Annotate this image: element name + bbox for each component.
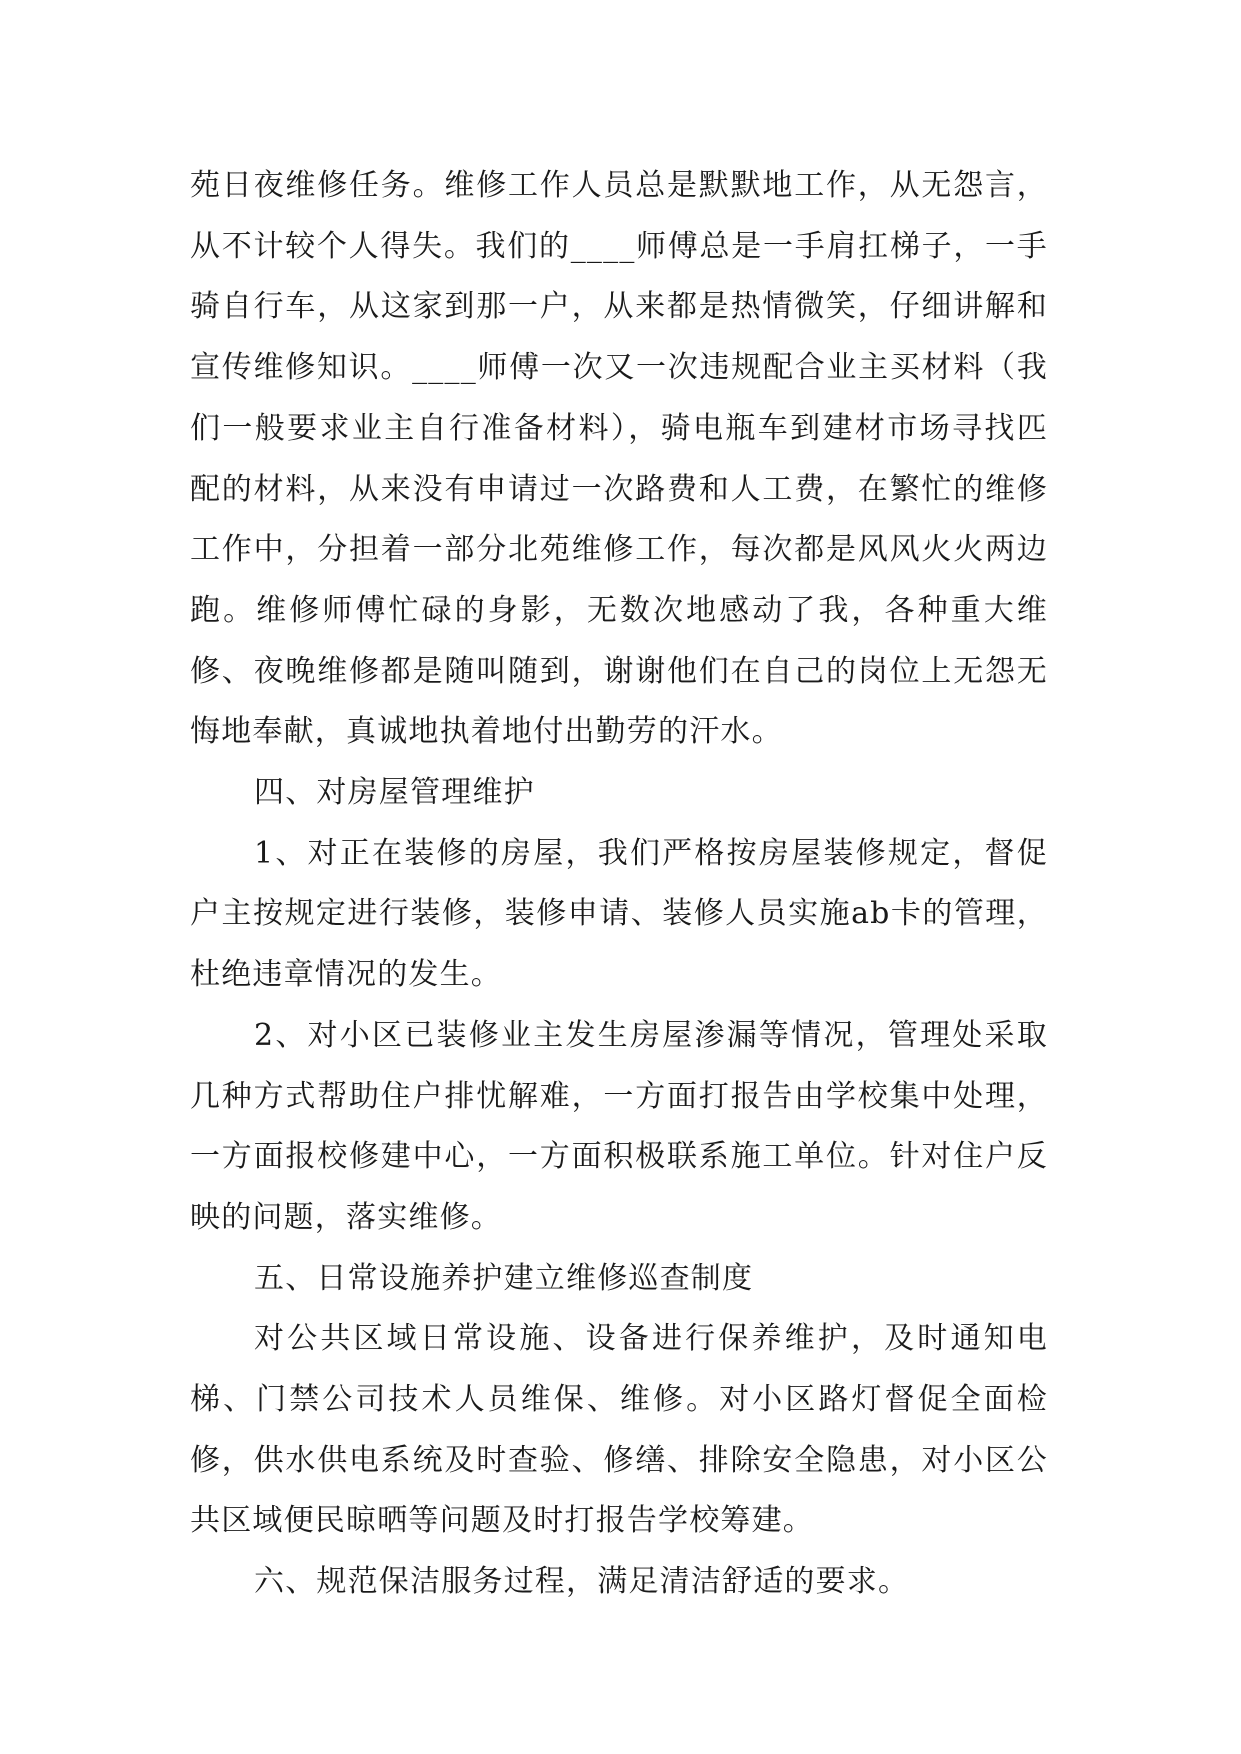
paragraph-leakage-handling: 2、对小区已装修业主发生房屋渗漏等情况，管理处采取几种方式帮助住户排忧解难，一方面打报告由学校集中处理，一方面报校修建中心，一方面积极联系施工单位。针对住户反映的问题，落实维修。	[190, 1017, 1048, 1235]
section-heading-cleaning-service: 六、规范保洁服务过程，满足清洁舒适的要求。	[254, 1564, 910, 1600]
document-body	[190, 156, 1048, 1613]
paragraph-maintenance-staff: 苑日夜维修任务。维修工作人员总是默默地工作，从无怨言，从不计较个人得失。我们的____师傅总是一手肩扛梯子，一手骑自行车，从这家到那一户，从来都是热情微笑，仔细讲解和宣传维修知识。____师傅一次又一次违规配合业主买材料（我们一般要求业主自行准备材料），骑电瓶车到建材市场寻找匹配的材料，从来没有申请过一次路费和人工费，在繁忙的维修工作中，分担着一部分北苑维修工作，每次都是风风火火两边跑。维修师傅忙碌的身影，无数次地感动了我，各种重大维修、夜晚维修都是随叫随到，谢谢他们在自己的岗位上无怨无悔地奉献，真诚地执着地付出勤劳的汗水。	[190, 168, 1048, 750]
paragraph-renovation-management: 1、对正在装修的房屋，我们严格按房屋装修规定，督促户主按规定进行装修，装修申请、装修人员实施ab卡的管理，杜绝违章情况的发生。	[190, 835, 1048, 993]
paragraph-public-facilities: 对公共区域日常设施、设备进行保养维护，及时通知电梯、门禁公司技术人员维保、维修。对小区路灯督促全面检修，供水供电系统及时查验、修缮、排除安全隐患，对小区公共区域便民晾晒等问题及时打报告学校筹建。	[190, 1321, 1048, 1539]
section-heading-facility-maintenance: 五、日常设施养护建立维修巡查制度	[254, 1260, 754, 1296]
section-heading-house-management: 四、对房屋管理维护	[254, 775, 535, 811]
